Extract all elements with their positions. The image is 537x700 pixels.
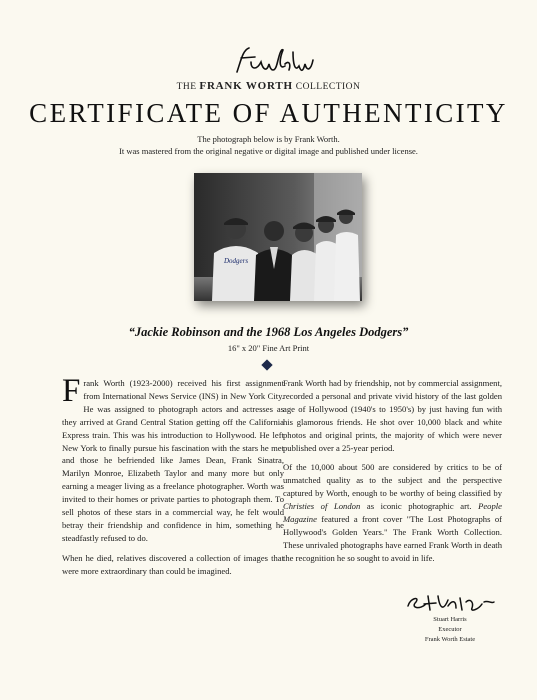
left-paragraph-2: When he died, relatives discovered a collection of images that were more extraordinary than could be imagined.: [62, 552, 284, 576]
collection-line: [0, 80, 537, 92]
right-paragraph-1: Frank Worth had by friendship, not by commercial assignment, recorded a personal and private vivid history of the last golden age of Hollywood (1940's to 1950's) by just having fun with his glamorous friends. He shot over 10,000 black and white photos and original prints, the majority of which were never published over a 25-year period.: [283, 378, 502, 453]
executor-signature: [400, 590, 500, 616]
right-paragraph-2: [283, 461, 502, 564]
photo-image: [194, 173, 362, 301]
right-paragraph-2-c: featured a front cover "The Lost Photographs of Hollywood's Golden Years." The Frank Worth Collection. These unrivaled photographs have earned Frank Worth in death the recognition he so sought to avoid in life.: [283, 514, 502, 563]
signature-graphic: [199, 42, 339, 82]
intro-line-2: It was mastered from the original negative or digital image and published under license.: [119, 146, 418, 156]
intro-line-1: The photograph below is by Frank Worth.: [197, 134, 340, 144]
frank-worth-signature: [0, 42, 537, 82]
right-paragraph-2-b: as iconic photographic art.: [360, 501, 479, 512]
left-paragraph-1-text: rank Worth (1923-2000) received his first assignment from International News Service (INS) in New York City. He was assigned to photograph actors and actresses as they arrived at Grand Central Station getting off the California Express train. This was his introduction to Hollywood. He left New York to finally pursue his fascination with the stars he met and those he befriended like James Dean, Frank Sinatra, Marilyn Monroe, Elizabeth Taylor and many more but only earning a meager living as a freelance photographer. Worth was invited to their homes or private parties to photograph them. To sell photos of these stars in a commercial way, he felt would betray their friendship and confidence in him, something he steadfastly refused to do.: [62, 378, 284, 543]
executor-signature-graphic: [400, 590, 500, 616]
collection-suffix: COLLECTION: [295, 82, 361, 92]
certificate-title: CERTIFICATE OF AUTHENTICITY: [29, 98, 508, 128]
people-magazine-reference: People Magazine: [283, 501, 502, 525]
right-paragraph-2-a: Of the 10,000 about 500 are considered by critics to be of unmatched quality as to the subject and the perspective captured by Worth, enough to be worthy of being classified by: [283, 462, 502, 499]
signer-org: Frank Worth Estate: [424, 636, 476, 643]
jersey-lettering: Dodgers: [223, 257, 249, 265]
intro-text: [0, 133, 537, 157]
photo-caption: “Jackie Robinson and the 1968 Los Angeles Dodgers”: [128, 325, 409, 339]
body-column-right: [283, 377, 502, 572]
collection-brand: FRANK WORTH: [199, 80, 293, 92]
signer-block: [400, 615, 500, 645]
print-size: 16" x 20" Fine Art Print: [227, 343, 310, 353]
drop-cap: F: [62, 373, 81, 409]
left-paragraph-1: [62, 373, 284, 545]
collection-prefix: THE: [176, 82, 197, 92]
signer-name: Stuart Harris: [433, 616, 467, 623]
signer-role: Executor: [438, 626, 462, 633]
christies-reference: Christies of London: [283, 501, 361, 512]
body-column-left: [62, 373, 284, 585]
diamond-divider-icon: [261, 359, 272, 370]
photograph: [194, 173, 362, 301]
